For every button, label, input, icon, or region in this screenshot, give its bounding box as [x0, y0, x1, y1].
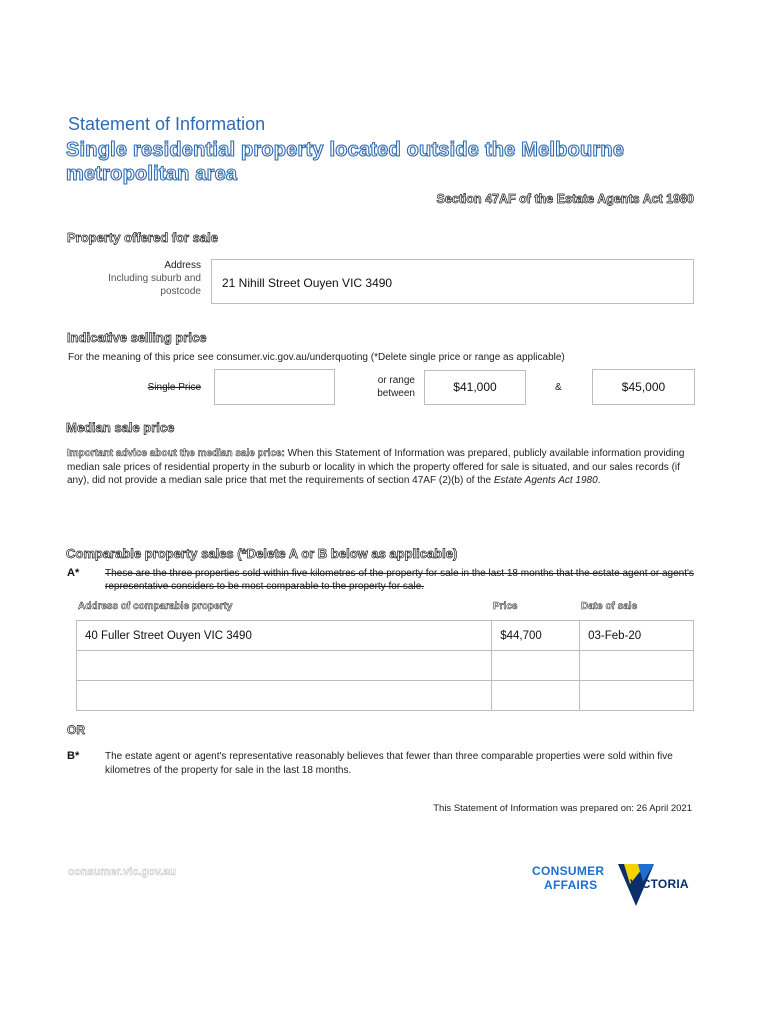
- range-low-field[interactable]: $41,000: [424, 370, 526, 405]
- comp-date-cell[interactable]: [580, 681, 694, 711]
- option-b-text: The estate agent or agent's representative reasonably believes that fewer than three comparable properties were sold within five kilometres of the property for sale in the last 18 months.: [105, 751, 673, 776]
- logo-line-victoria: VICTORIA: [630, 877, 689, 891]
- document-type: Statement of Information: [68, 114, 266, 134]
- price-heading: Indicative selling price: [67, 330, 207, 345]
- median-advice-italic: Estate Agents Act 1980: [493, 475, 598, 486]
- comp-address-cell[interactable]: [77, 681, 492, 711]
- address-sublabel-2: postcode: [160, 286, 201, 297]
- median-heading: Median sale price: [66, 420, 175, 435]
- option-b-marker: B*: [67, 750, 80, 762]
- act-reference: Section 47AF of the Estate Agents Act 1980: [436, 192, 694, 206]
- single-price-label: Single Price: [147, 382, 201, 393]
- page-title: Single residential property located outside the Melbourne metropolitan area: [66, 139, 625, 185]
- consumer-affairs-victoria-logo: [530, 862, 700, 910]
- col-header-address: Address of comparable property: [78, 601, 233, 612]
- range-high-field[interactable]: $45,000: [592, 369, 695, 405]
- table-row: [77, 621, 694, 651]
- option-a-text: These are the three properties sold within five kilometres of the property for sale in the last 18 months that the estate agent or agent's representative considers to be most comparable to the property for sale.: [105, 568, 694, 592]
- prepared-date: This Statement of Information was prepared on: 26 April 2021: [433, 803, 692, 814]
- address-field[interactable]: [211, 259, 694, 304]
- comp-price-cell[interactable]: [492, 681, 580, 711]
- property-heading: Property offered for sale: [67, 230, 218, 245]
- comp-address-cell[interactable]: [77, 651, 492, 681]
- median-advice-bold: Important advice about the median sale price:: [67, 448, 285, 459]
- comp-address-cell[interactable]: 40 Fuller Street Ouyen VIC 3490: [77, 621, 492, 651]
- range-label-1: or range: [377, 375, 415, 386]
- median-advice-text: When this Statement of Information was prepared, publicly available information providing median sale prices of residential property in the suburb or locality in which the property offered for sale is situated, and our sales records (if any), did not provide a median sale price that met the requirements of section 47AF (2)(b) of the: [67, 448, 685, 486]
- option-a-marker: A*: [67, 567, 80, 579]
- col-header-date: Date of sale: [581, 601, 638, 612]
- median-advice: [67, 447, 695, 488]
- table-row: [77, 651, 694, 681]
- comparable-heading: Comparable property sales (*Delete A or B below as applicable): [66, 546, 458, 561]
- comp-date-cell[interactable]: 03-Feb-20: [580, 621, 694, 651]
- logo-line-consumer: CONSUMER: [532, 864, 605, 878]
- comp-price-cell[interactable]: [492, 651, 580, 681]
- range-ampersand: &: [555, 382, 562, 393]
- or-label: OR: [67, 723, 85, 737]
- comp-date-cell[interactable]: [580, 651, 694, 681]
- table-row: [77, 681, 694, 711]
- col-header-price: Price: [493, 601, 518, 612]
- single-price-field[interactable]: [214, 369, 335, 405]
- range-label-2: between: [377, 388, 415, 399]
- price-note: For the meaning of this price see consumer.vic.gov.au/underquoting (*Delete single price or range as applicable): [68, 352, 565, 363]
- address-value: 21 Nihill Street Ouyen VIC 3490: [222, 276, 393, 290]
- address-label: Address: [164, 260, 201, 271]
- logo-line-affairs: AFFAIRS: [544, 878, 598, 892]
- address-sublabel-1: Including suburb and: [108, 273, 201, 284]
- footer-website[interactable]: consumer.vic.gov.au: [68, 866, 177, 878]
- comp-price-cell[interactable]: $44,700: [492, 621, 580, 651]
- comparable-table: [76, 620, 694, 711]
- median-advice-end: .: [597, 475, 601, 486]
